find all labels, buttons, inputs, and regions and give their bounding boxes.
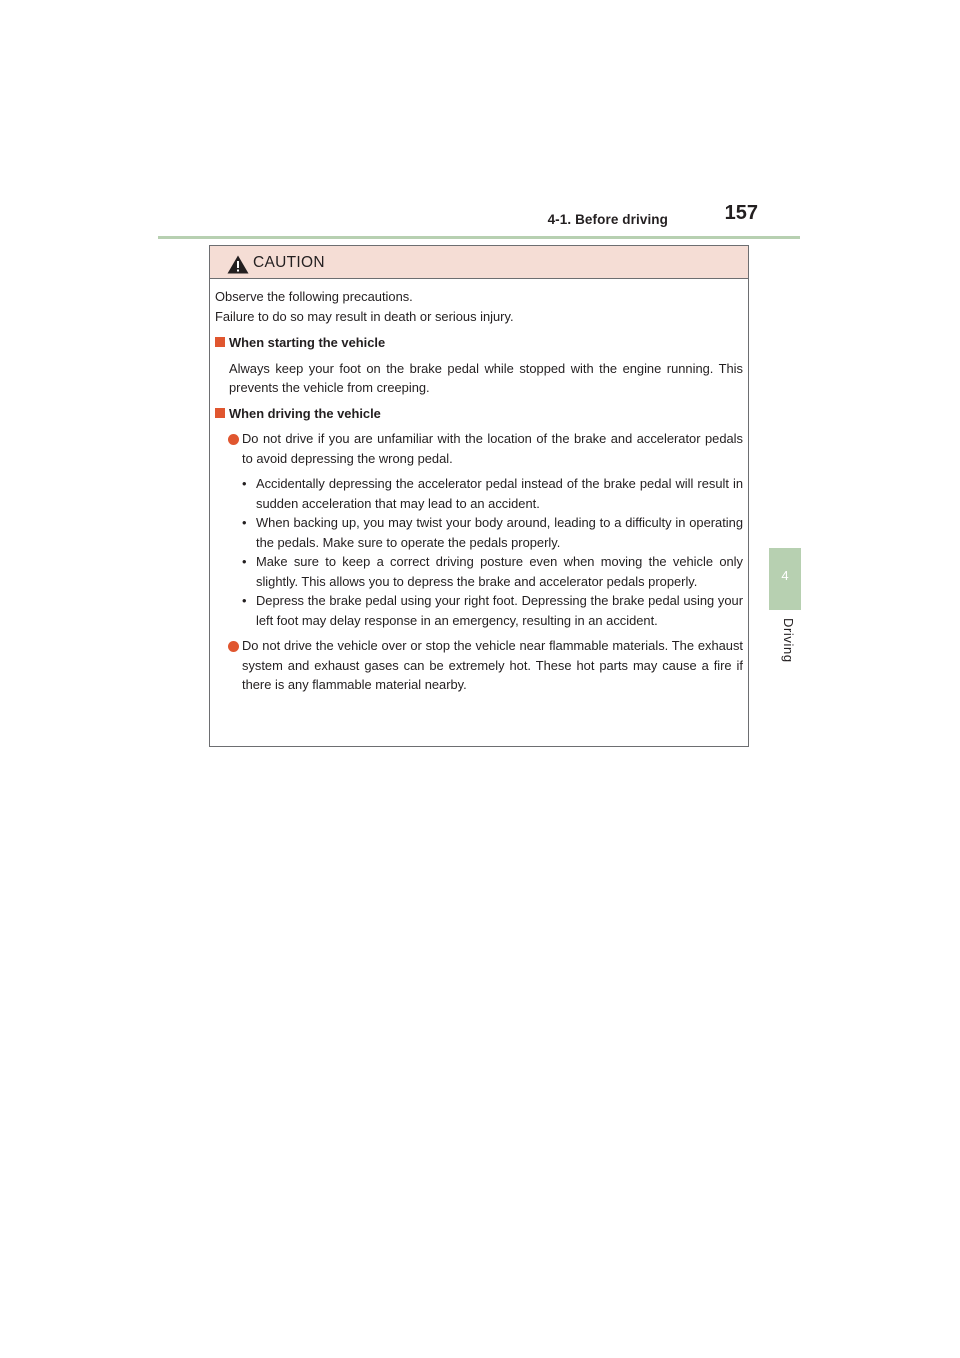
- intro-line: Failure to do so may result in death or serious injury.: [215, 308, 514, 324]
- list-item: [215, 429, 743, 468]
- dot-bullet-icon: •: [242, 593, 247, 608]
- list-item: [215, 636, 743, 695]
- sub-list-item-text: Depress the brake pedal using your right foot. Depressing the brake pedal using your left foot may delay response in an emergency, resulting in an accident.: [256, 593, 743, 628]
- dot-bullet-icon: •: [242, 554, 247, 569]
- circle-bullet-icon: [228, 641, 239, 652]
- page-header: [158, 200, 800, 239]
- page-number: 157: [724, 202, 758, 224]
- list-item-text: Do not drive if you are unfamiliar with the location of the brake and accelerator pedals to avoid depressing the wrong pedal.: [242, 431, 743, 466]
- driving-heading: [215, 404, 743, 424]
- sub-list-item-text: Accidentally depressing the accelerator pedal instead of the brake pedal will result in sudden acceleration that may lead to an accident.: [256, 476, 743, 511]
- chapter-tab: [769, 548, 801, 610]
- square-bullet-icon: [215, 337, 225, 347]
- caution-intro: [215, 287, 743, 326]
- sub-list-item-text: Make sure to keep a correct driving posture even when moving the vehicle only slightly. This allows you to depress the brake and accelerator pedals properly.: [256, 554, 743, 589]
- sub-list-item: [215, 474, 743, 513]
- sub-list-item: [215, 552, 743, 591]
- sub-list: [215, 474, 743, 630]
- caution-title: CAUTION: [253, 254, 325, 271]
- starting-heading: [215, 333, 743, 353]
- intro-line: Observe the following precautions.: [215, 289, 413, 304]
- caution-header: [210, 246, 748, 279]
- warning-triangle-icon: [227, 255, 249, 274]
- caution-box: [209, 245, 749, 747]
- caution-body: [210, 279, 748, 695]
- chapter-label: Driving: [781, 618, 796, 663]
- starting-heading-text: When starting the vehicle: [229, 335, 386, 350]
- starting-text: Always keep your foot on the brake pedal while stopped with the engine running. This prevents the vehicle from creeping.: [229, 360, 743, 395]
- chapter-number: 4: [781, 568, 789, 583]
- dot-bullet-icon: •: [242, 476, 247, 491]
- circle-bullet-icon: [228, 434, 239, 445]
- dot-bullet-icon: •: [242, 515, 247, 530]
- list-item-text: Do not drive the vehicle over or stop the vehicle near flammable materials. The exhaust system and exhaust gases can be extremely hot. These hot parts may cause a fire if there is any flammable material nearby.: [242, 638, 743, 692]
- square-bullet-icon: [215, 408, 225, 418]
- sub-list-item: [215, 513, 743, 552]
- section-title: 4-1. Before driving: [547, 212, 668, 227]
- sub-list-item-text: When backing up, you may twist your body around, leading to a difficulty in operating the pedals. Make sure to operate the pedals properly.: [256, 515, 743, 550]
- sub-list-item: [215, 591, 743, 630]
- driving-heading-text: When driving the vehicle: [229, 405, 381, 421]
